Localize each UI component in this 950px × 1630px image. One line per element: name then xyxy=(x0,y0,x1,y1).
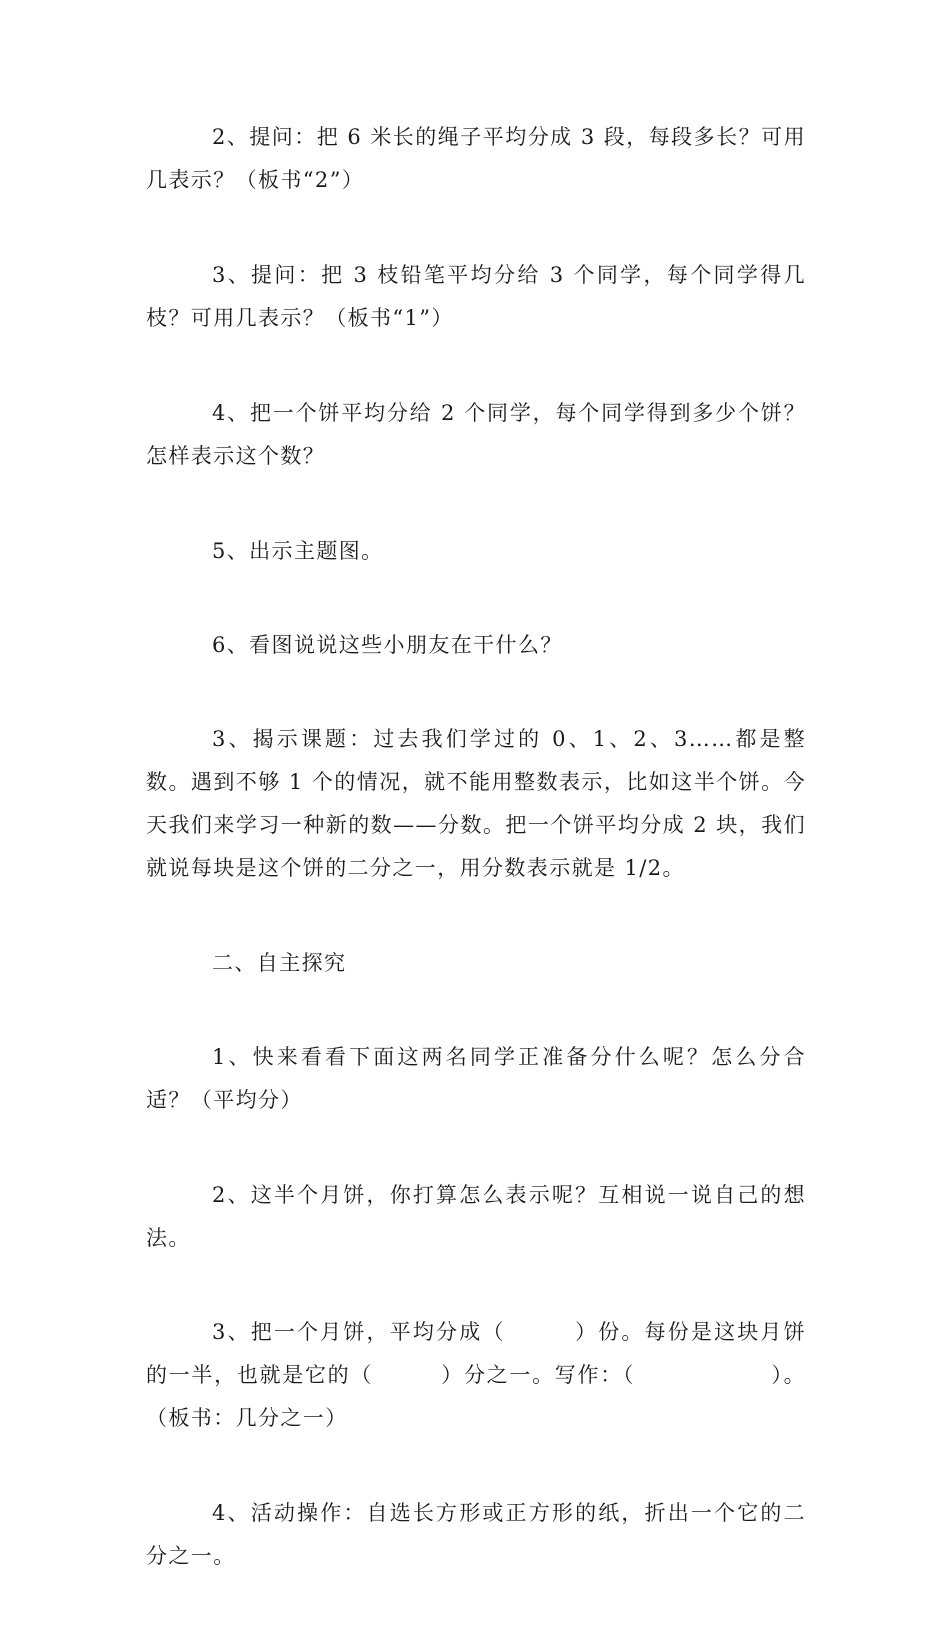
paragraph-divide-question: 1、快来看看下面这两名同学正准备分什么呢？怎么分合适？（平均分） xyxy=(146,1045,806,1112)
document-body xyxy=(146,116,806,1630)
paragraph-pencil-question: 3、提问：把 3 枝铅笔平均分给 3 个同学，每个同学得几枝？可用几表示？（板书“1”） xyxy=(146,263,806,330)
paragraph-cake-question: 4、把一个饼平均分给 2 个同学，每个同学得到多少个饼？怎样表示这个数？ xyxy=(146,401,806,468)
paragraph-fill-in-blanks: 3、把一个月饼，平均分成（ ）份。每份是这块月饼的一半，也就是它的（ ）分之一。写作：（ ）。（板书：几分之一） xyxy=(146,1320,806,1430)
paragraph-folding-activity: 4、活动操作：自选长方形或正方形的纸，折出一个它的二分之一。 xyxy=(146,1501,806,1568)
paragraph-show-picture: 5、出示主题图。 xyxy=(212,539,384,563)
paragraph-rope-question: 2、提问：把 6 米长的绳子平均分成 3 段，每段多长？可用几表示？（板书“2”） xyxy=(146,125,806,192)
paragraph-reveal-topic: 3、揭示课题：过去我们学过的 0、1、2、3……都是整数。遇到不够 1 个的情况，就不能用整数表示，比如这半个饼。今天我们来学习一种新的数——分数。把一个饼平均分成 2 块，我们就说每块是这个饼的二分之一，用分数表示就是 1/2。 xyxy=(146,727,806,880)
paragraph-look-picture: 6、看图说说这些小朋友在干什么？ xyxy=(212,633,563,657)
paragraph-half-mooncake: 2、这半个月饼，你打算怎么表示呢？互相说一说自己的想法。 xyxy=(146,1183,806,1250)
section-heading-self-exploration: 二、自主探究 xyxy=(212,951,347,975)
